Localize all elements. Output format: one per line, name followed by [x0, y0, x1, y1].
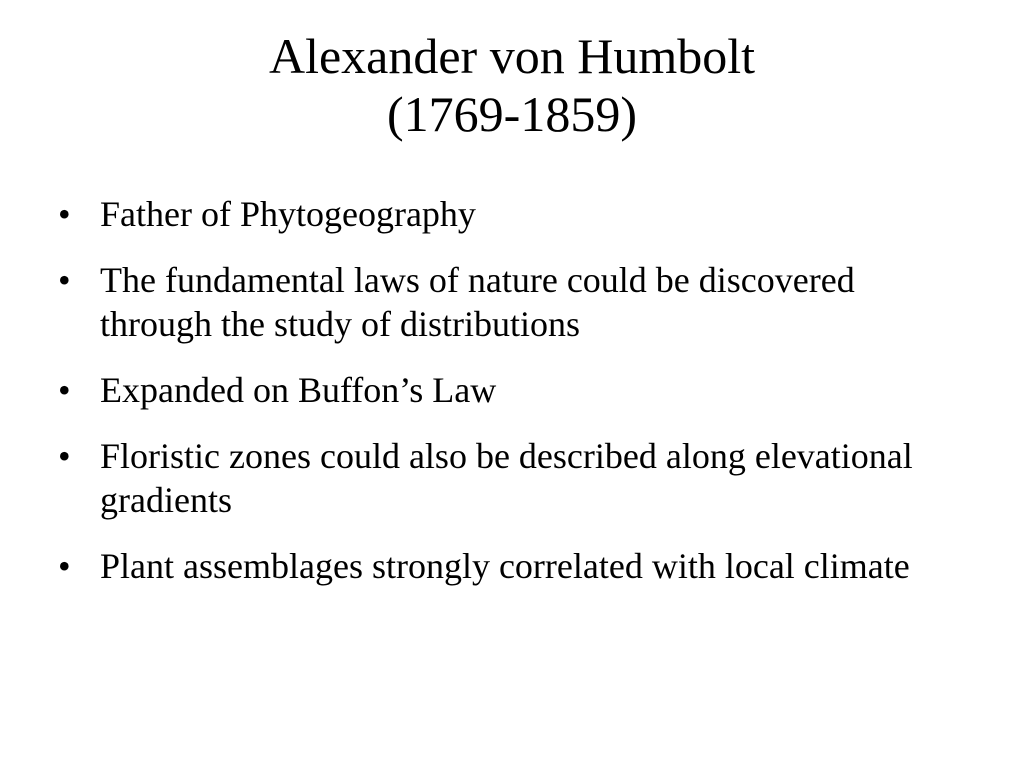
- bullet-item: [58, 434, 958, 522]
- bullet-item: [58, 258, 958, 346]
- bullet-item: [58, 368, 958, 412]
- slide-title: [0, 27, 1024, 143]
- bullet-icon: •: [58, 436, 71, 476]
- slide-title-dates: (1769-1859): [387, 86, 637, 142]
- bullet-icon: •: [58, 546, 71, 586]
- slide-title-name: Alexander von Humbolt: [268, 28, 755, 84]
- bullet-text: Father of Phytogeography: [100, 194, 476, 234]
- bullet-text: The fundamental laws of nature could be discovered through the study of distributions: [100, 260, 855, 344]
- bullet-item: [58, 544, 958, 588]
- bullet-icon: •: [58, 260, 71, 300]
- bullet-text: Plant assemblages strongly correlated with local climate: [100, 546, 910, 586]
- bullet-item: [58, 192, 958, 236]
- bullet-text: Floristic zones could also be described along elevational gradients: [100, 436, 913, 520]
- bullet-icon: •: [58, 194, 71, 234]
- bullet-icon: •: [58, 370, 71, 410]
- bullet-text: Expanded on Buffon’s Law: [100, 370, 497, 410]
- bullet-list: [58, 192, 958, 610]
